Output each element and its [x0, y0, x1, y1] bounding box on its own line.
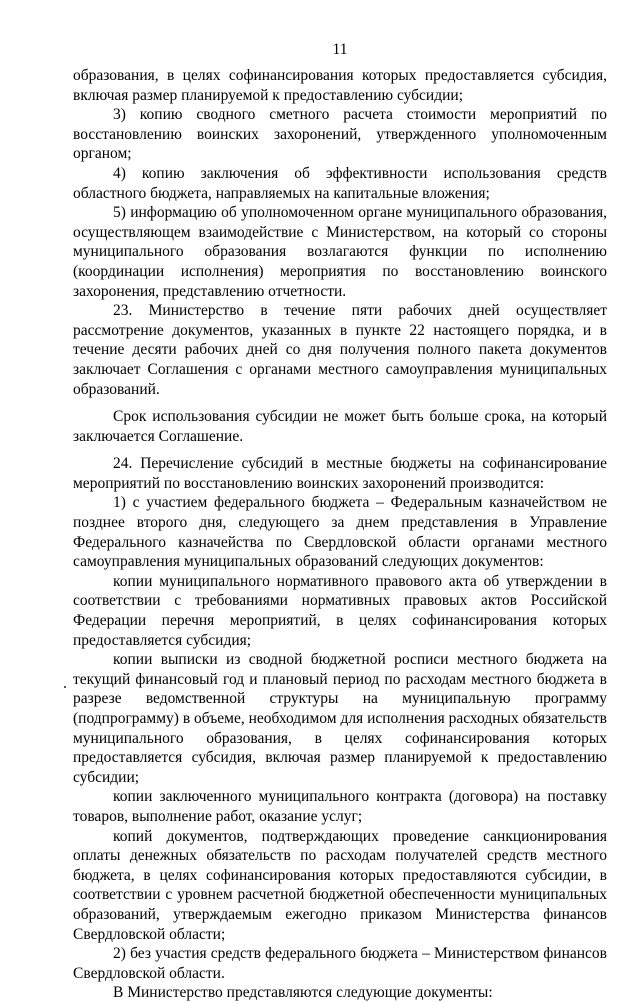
document-page: [73, 40, 607, 1003]
paragraph: 3) копию сводного сметного расчета стоимости мероприятий по восстановлению воинских захоронений, утвержденного уполномоченным органом;: [73, 106, 607, 163]
document-body: [73, 66, 607, 1003]
paragraph: 5) информацию об уполномоченном органе муниципального образования, осуществляющем взаимодействие с Министерством, на который со стороны муниципального образования возлагаются функции по исполнению (координации исполнения) мероприятия по восстановлению воинского захоронения, представлению отчетности.: [73, 204, 607, 300]
paragraph: 23. Министерство в течение пяти рабочих дней осуществляет рассмотрение документов, указанных в пункте 22 настоящего порядка, и в течение десяти рабочих дней со дня получения полного пакета документов заключает Соглашения с органами местного самоуправления муниципальных образований.: [73, 302, 607, 398]
paragraph: копий документов, подтверждающих проведение санкционирования оплаты денежных обязательств по расходам получателей средств местного бюджета, в целях софинансирования которых предоставляются субсидии, в соответствии с уровнем расчетной бюджетной обеспеченности муниципальных образований, утверждаемым ежегодно приказом Министерства финансов Свердловской области;: [73, 827, 607, 943]
paragraph: 2) без участия средств федерального бюджета – Министерством финансов Свердловской области.: [73, 945, 607, 982]
paragraph: Срок использования субсидии не может быть больше срока, на который заключается Соглашение.: [73, 408, 607, 445]
page-number: 11: [332, 41, 348, 58]
paragraph: копии муниципального нормативного правового акта об утверждении в соответствии с требованиями нормативных правовых актов Российской Федерации перечня мероприятий, в целях софинансирования которых предоставляется субсидия;: [73, 572, 607, 649]
paragraph: В Министерство представляются следующие документы:: [113, 984, 493, 1002]
paragraph: 24. Перечисление субсидий в местные бюджеты на софинансирование мероприятий по восстановлению воинских захоронений производится:: [73, 455, 607, 492]
paragraph: копии выписки из сводной бюджетной росписи местного бюджета на текущий финансовый год и плановый период по расходам местного бюджета в разрезе ведомственной структуры на муниципальную программу (подпрограмму) в объеме, необходимом для исполнения расходных обязательств муниципального образования, в целях софинансирования которых предоставляется субсидия, включая размер планируемой к предоставлению субсидии;: [73, 651, 607, 786]
margin-mark: [64, 686, 66, 688]
paragraph: 4) копию заключения об эффективности использования средств областного бюджета, направляемых на капитальные вложения;: [73, 164, 607, 202]
paragraph: образования, в целях софинансирования которых предоставляется субсидия, включая размер планируемой к предоставлению субсидии;: [73, 67, 607, 104]
paragraph: 1) с участием федерального бюджета – Федеральным казначейством не позднее второго дня, следующего за днем представления в Управление Федерального казначейства по Свердловской области органами местного самоуправления муниципальных образований следующих документов:: [73, 494, 607, 571]
paragraph: копии заключенного муниципального контракта (договора) на поставку товаров, выполнение работ, оказание услуг;: [73, 788, 607, 825]
